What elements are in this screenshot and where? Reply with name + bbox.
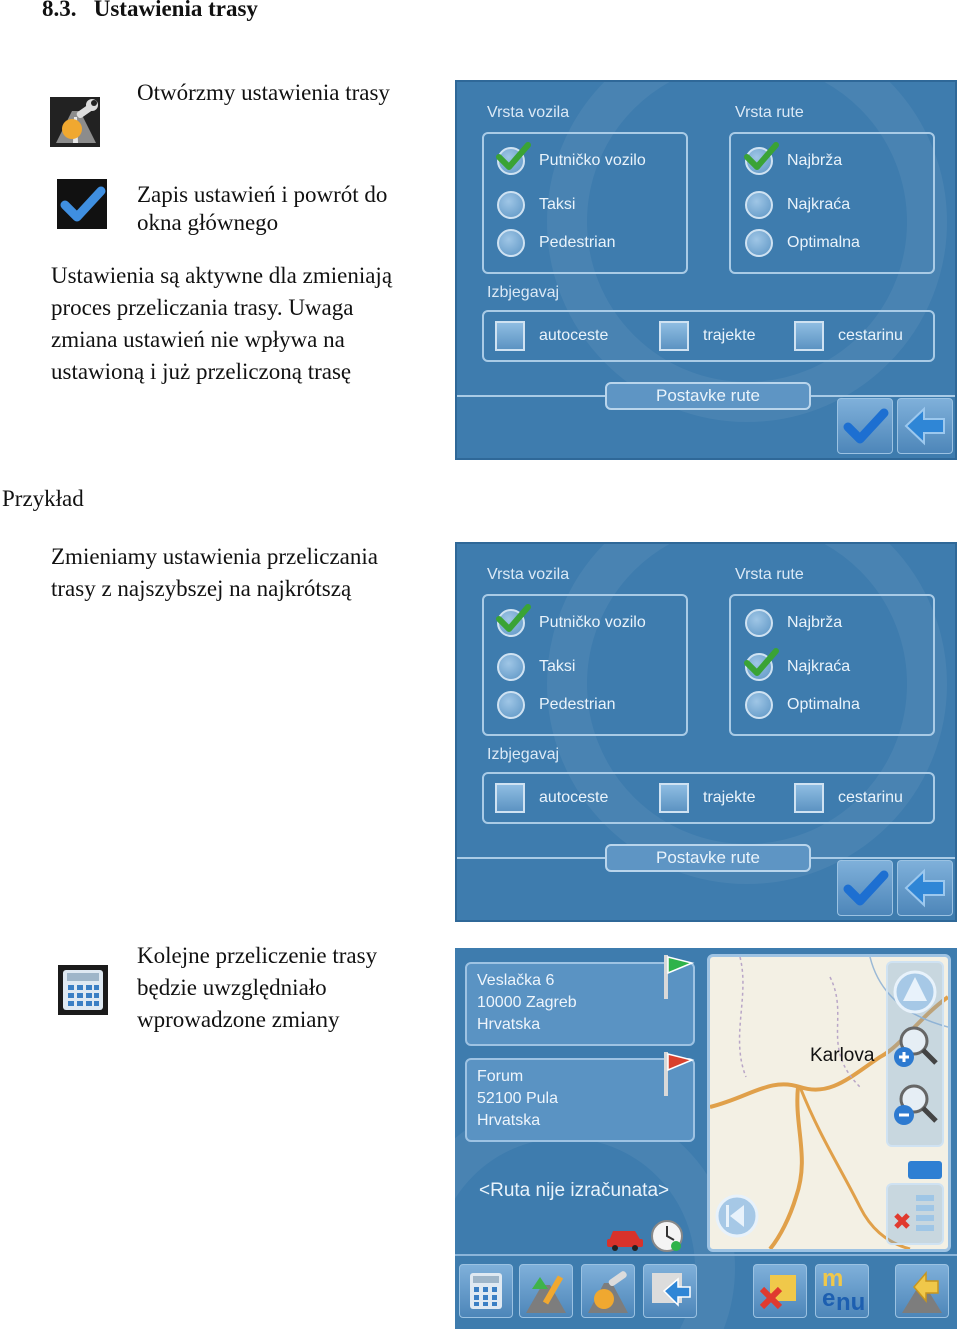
route-settings-button[interactable] — [581, 1264, 635, 1318]
calculate-route-button[interactable] — [459, 1264, 513, 1318]
vehicle-option-car[interactable]: Putničko vozilo — [497, 609, 646, 637]
route-option-fastest[interactable]: Najbrža — [745, 609, 842, 637]
back-arrow-icon — [898, 861, 952, 915]
route-list-button[interactable] — [886, 1183, 944, 1245]
vehicle-option-pedestrian[interactable]: Pedestrian — [497, 229, 616, 257]
ok-check-icon — [57, 179, 107, 229]
map-view[interactable] — [707, 954, 951, 1252]
avoid-tolls-checkbox[interactable]: cestarinu — [794, 321, 903, 351]
avoid-tolls-checkbox[interactable]: cestarinu — [794, 783, 903, 813]
checkbox-icon — [659, 783, 689, 813]
route-option-optimal[interactable]: Optimalna — [745, 229, 860, 257]
destination-flag-icon — [658, 1048, 698, 1098]
navigate-road-icon — [896, 1265, 948, 1317]
calculator-icon — [58, 965, 108, 1015]
radio-icon — [497, 609, 525, 637]
route-type-label: Vrsta rute — [735, 566, 804, 583]
divider — [809, 857, 957, 859]
checkbox-icon — [794, 783, 824, 813]
check-icon — [838, 861, 892, 915]
open-settings-text: Otwórzmy ustawienia trasy — [137, 80, 390, 105]
vehicle-type-label: Vrsta vozila — [487, 104, 570, 121]
back-button[interactable] — [897, 398, 953, 454]
compass-icon[interactable] — [892, 969, 938, 1015]
radio-icon — [745, 609, 773, 637]
navigation-main-screen — [455, 948, 957, 1329]
route-overview-icon — [644, 1265, 696, 1317]
check-icon — [495, 139, 531, 175]
ok-button[interactable] — [837, 398, 893, 454]
back-button[interactable] — [897, 860, 953, 916]
route-option-shortest[interactable]: Najkraća — [745, 191, 850, 219]
radio-icon — [497, 147, 525, 175]
save-return-text: Zapis ustawień i powrót do okna głównego — [137, 182, 388, 235]
route-option-optimal[interactable]: Optimalna — [745, 691, 860, 719]
skip-back-icon[interactable] — [714, 1193, 760, 1239]
check-icon — [495, 601, 531, 637]
delete-route-button[interactable] — [753, 1264, 807, 1318]
route-settings-title: Postavke rute — [605, 844, 811, 872]
checkbox-icon — [794, 321, 824, 351]
divider — [809, 395, 957, 397]
route-settings-icon — [50, 97, 100, 147]
route-settings-screen-1 — [455, 80, 957, 460]
radio-icon — [745, 191, 773, 219]
clock-icon — [649, 1218, 685, 1254]
radio-icon — [497, 229, 525, 257]
battery-indicator — [908, 1161, 942, 1179]
divider — [457, 857, 607, 859]
divider — [457, 395, 607, 397]
check-icon — [743, 139, 779, 175]
zoom-in-icon[interactable] — [892, 1023, 942, 1073]
radio-icon — [497, 691, 525, 719]
checkbox-icon — [495, 321, 525, 351]
edit-route-button[interactable] — [519, 1264, 573, 1318]
start-address-card[interactable]: Veslačka 6 10000 Zagreb Hrvatska — [465, 962, 695, 1046]
note-text: Ustawienia są aktywne dla zmieniają proces przeliczania trasy. Uwaga zmiana ustawień nie wpływa na ustawioną i już przeliczoną trasę — [51, 263, 393, 384]
map-city-label: Karlova — [810, 1045, 875, 1066]
back-arrow-icon — [898, 399, 952, 453]
check-icon — [743, 645, 779, 681]
destination-address-card[interactable]: Forum 52100 Pula Hrvatska — [465, 1058, 695, 1142]
toolbar-divider — [455, 1254, 957, 1256]
radio-icon — [745, 691, 773, 719]
menu-button[interactable]: m e nu — [815, 1264, 869, 1318]
car-icon — [605, 1221, 645, 1251]
radio-icon — [745, 653, 773, 681]
vehicle-option-taxi[interactable]: Taksi — [497, 653, 575, 681]
route-settings-icon — [582, 1265, 634, 1317]
start-flag-icon — [658, 951, 698, 1001]
delete-route-icon — [754, 1265, 806, 1317]
radio-icon — [497, 191, 525, 219]
avoid-ferries-checkbox[interactable]: trajekte — [659, 783, 755, 813]
recalc-text: Kolejne przeliczenie trasy będzie uwzględniało wprowadzone zmiany — [137, 943, 378, 1032]
route-settings-screen-2 — [455, 542, 957, 922]
vehicle-option-pedestrian[interactable]: Pedestrian — [497, 691, 616, 719]
route-settings-title: Postavke rute — [605, 382, 811, 410]
zoom-out-icon[interactable] — [892, 1081, 942, 1131]
check-icon — [838, 399, 892, 453]
calculator-icon — [460, 1265, 512, 1317]
section-heading: 8.3. Ustawienia trasy — [42, 0, 258, 21]
ok-button[interactable] — [837, 860, 893, 916]
route-option-shortest[interactable]: Najkraća — [745, 653, 850, 681]
route-status: <Ruta nije izračunata> — [479, 1180, 670, 1201]
example-text: Zmieniamy ustawienia przeliczania trasy z najszybszej na najkrótszą — [51, 544, 378, 601]
clear-route-icon — [888, 1185, 942, 1243]
vehicle-type-label: Vrsta vozila — [487, 566, 570, 583]
route-type-label: Vrsta rute — [735, 104, 804, 121]
edit-road-icon — [520, 1265, 572, 1317]
radio-icon — [745, 229, 773, 257]
radio-icon — [497, 653, 525, 681]
route-option-fastest[interactable]: Najbrža — [745, 147, 842, 175]
checkbox-icon — [659, 321, 689, 351]
route-overview-button[interactable] — [643, 1264, 697, 1318]
vehicle-option-taxi[interactable]: Taksi — [497, 191, 575, 219]
navigate-button[interactable] — [895, 1264, 949, 1318]
avoid-ferries-checkbox[interactable]: trajekte — [659, 321, 755, 351]
vehicle-option-car[interactable]: Putničko vozilo — [497, 147, 646, 175]
checkbox-icon — [495, 783, 525, 813]
avoid-highways-checkbox[interactable]: autoceste — [495, 783, 608, 813]
avoid-highways-checkbox[interactable]: autoceste — [495, 321, 608, 351]
radio-icon — [745, 147, 773, 175]
avoid-label: Izbjegavaj — [487, 746, 560, 763]
example-heading: Przykład — [2, 486, 84, 511]
avoid-label: Izbjegavaj — [487, 284, 560, 301]
